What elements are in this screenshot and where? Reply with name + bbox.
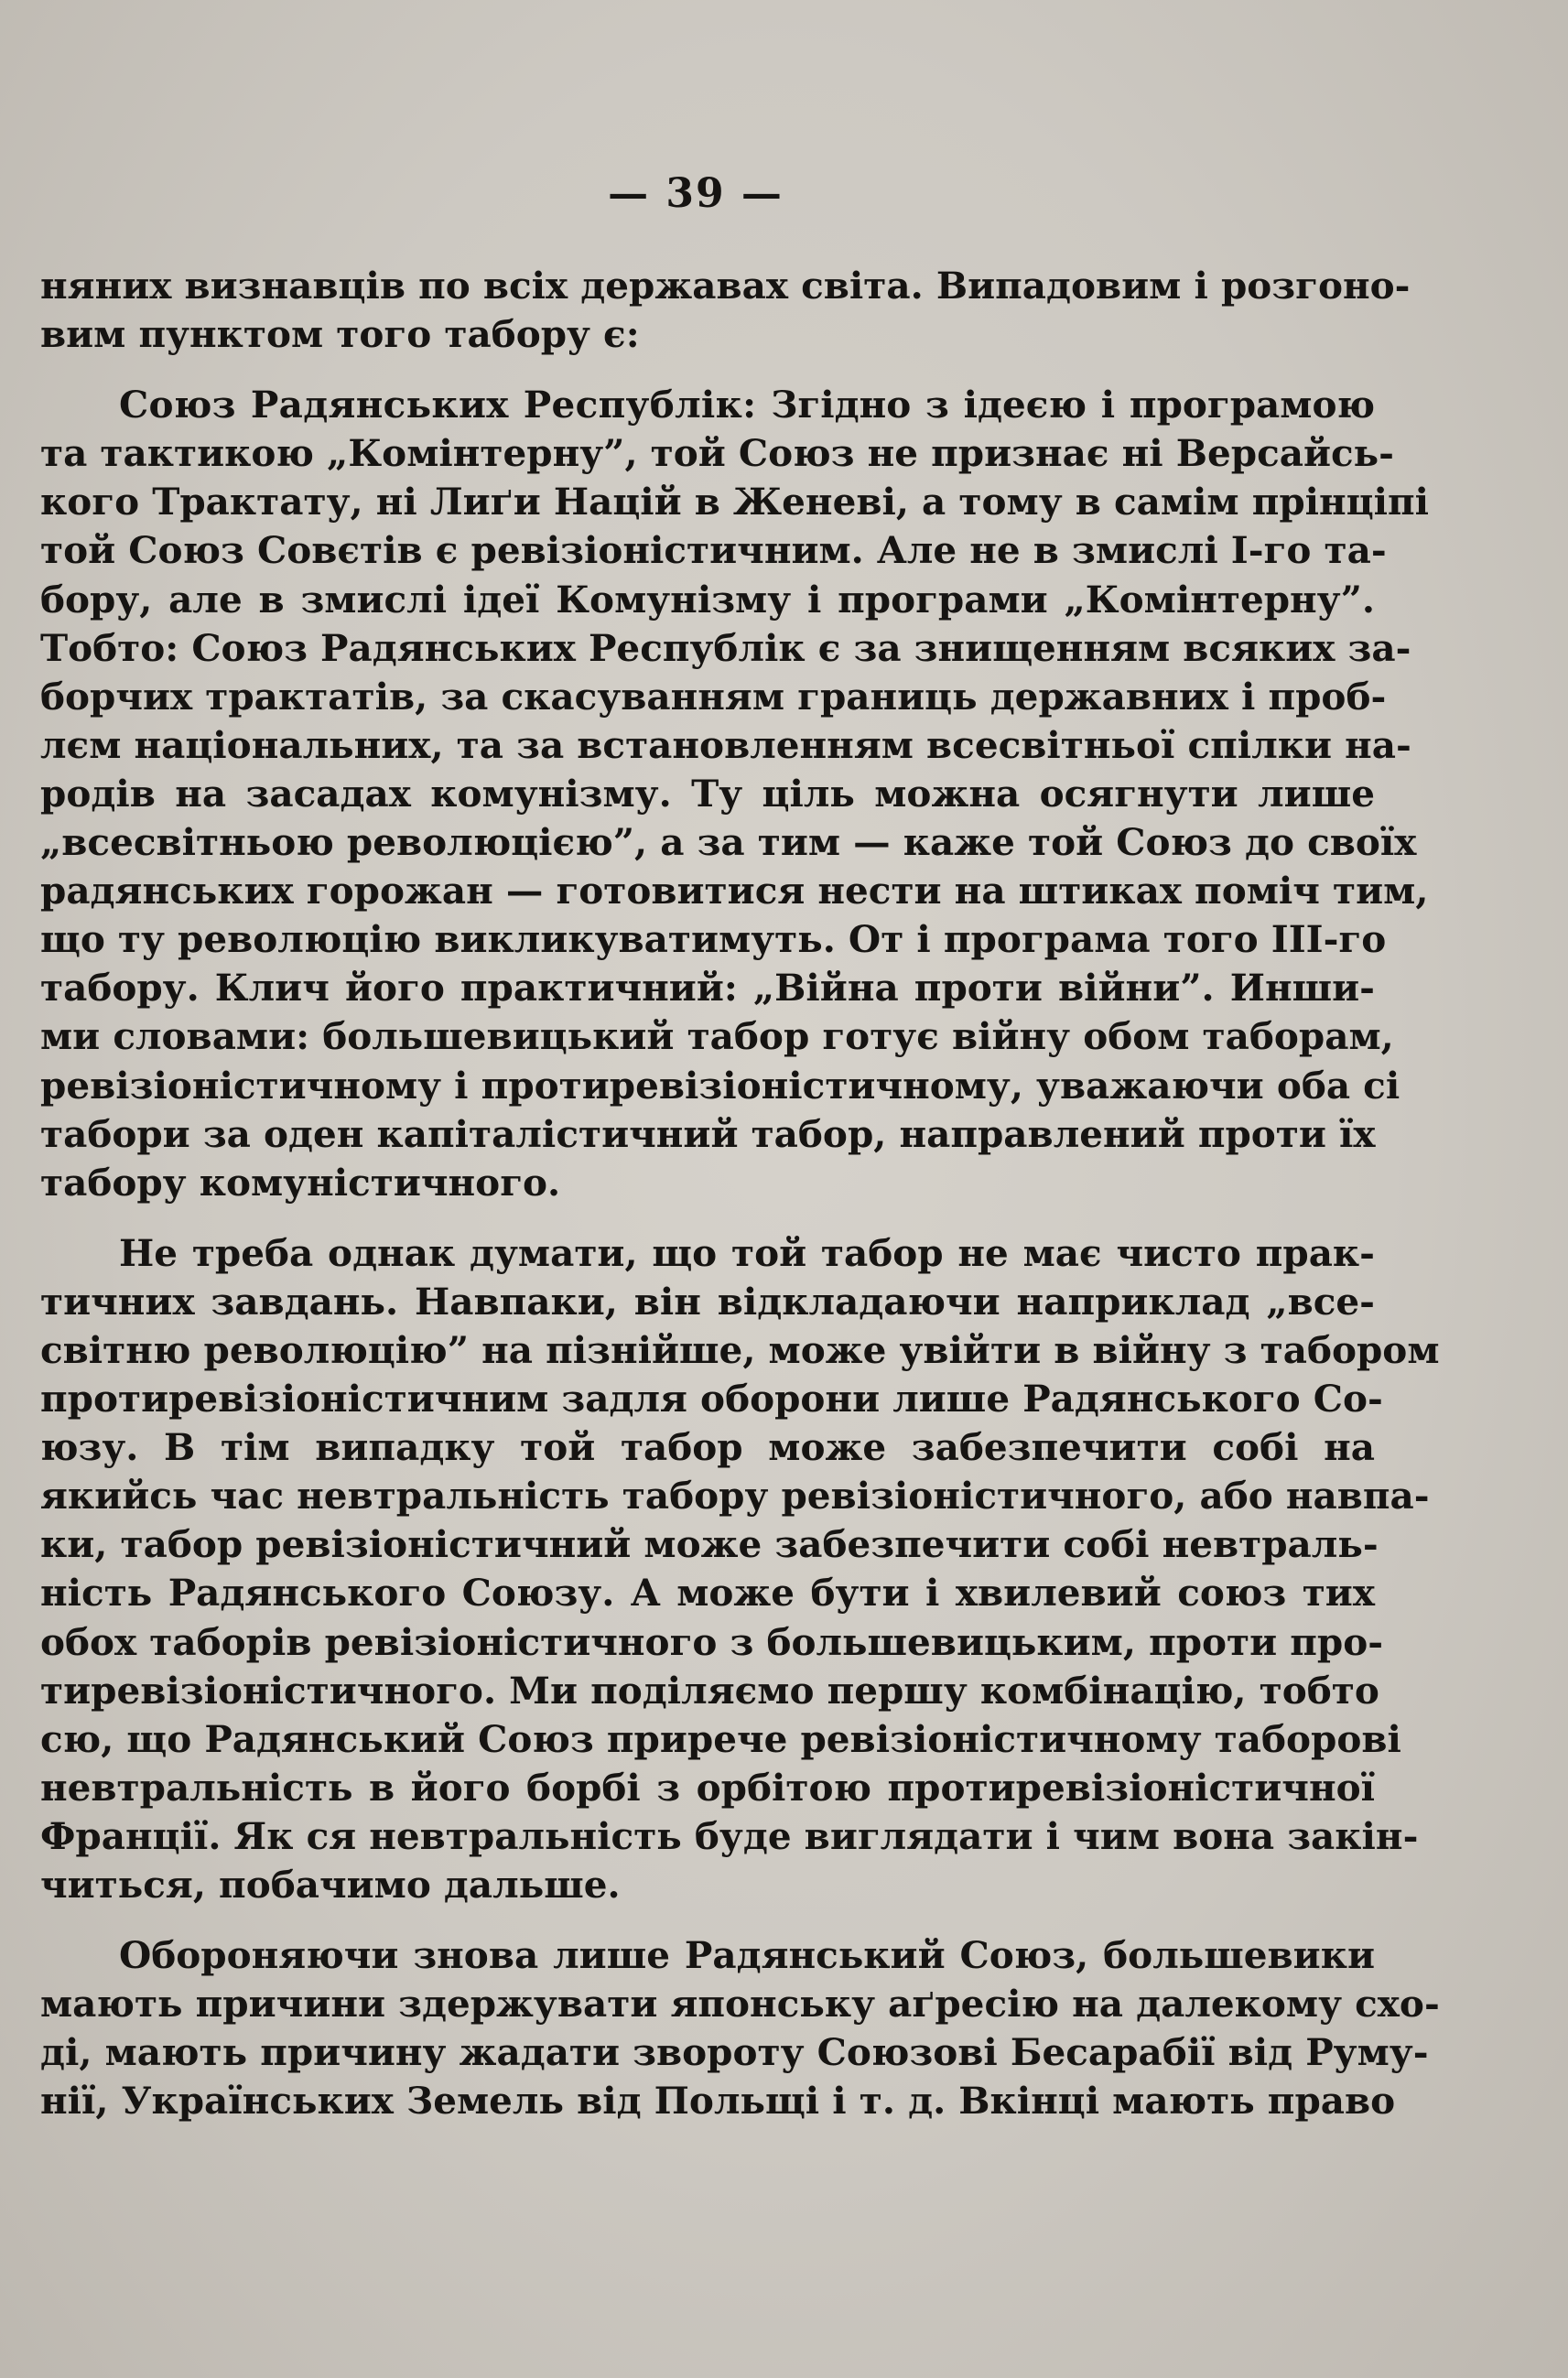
section-lead: Союз Радянських Республік: — [119, 383, 757, 427]
text-line: тичних завдань. Навпаки, він відкладаючи наприклад „все- — [40, 1279, 1375, 1324]
text-line: сю, що Радянський Союз приречe ревізіоністичному таборові — [40, 1716, 1401, 1761]
text-line: борчих трактатів, за скасуванням границь державних і проб- — [40, 674, 1387, 719]
text-line: що ту революцію викликуватимуть. От і програма того ІІІ-го — [40, 917, 1387, 962]
text-line — [40, 381, 1375, 429]
text-line: мають причини здержувати японську аґресію на далекому схо- — [40, 1982, 1440, 2027]
text-line: та тактикою „Комінтерну”, той Союз не признає ні Версайсь- — [40, 431, 1394, 476]
text-line: няних визнавців по всіх державах світа. Випадовим і розгоно- — [40, 264, 1411, 308]
text-line: Франції. Як ся невтральність буде виглядати і чим вона закін- — [40, 1813, 1419, 1858]
text-line: тиревізіоністичного. Ми поділяємо першу комбінацію, тобто — [40, 1668, 1379, 1713]
text-line: читься, побачимо дальше. — [40, 1863, 621, 1907]
text-line: „всесвітньою революцією”, а за тим — каже той Союз до своїх — [40, 820, 1417, 865]
text-line: вим пунктом того табору є: — [40, 312, 640, 357]
text-line: ми словами: большевицький табор готує війну обом таборам, — [40, 1014, 1394, 1059]
text-line: бору, але в змислі ідеї Комунізму і програми „Комінтерну”. — [40, 577, 1375, 622]
text-line: ки, табор ревізіоністичний може забезпечити собі невтраль- — [40, 1522, 1379, 1567]
text-line: обох таборів ревізіоністичного з большевицьким, проти про- — [40, 1619, 1384, 1664]
text-line: Не треба однак думати, що той табор не має чисто прак- — [119, 1230, 1375, 1275]
text-line: табори за оден капіталістичний табор, направлений проти їх — [40, 1111, 1376, 1156]
text-line: ді, мають причину жадати звороту Союзові Бесарабії від Руму- — [40, 2030, 1429, 2075]
text-line: нії, Українських Земель від Польщі і т. д. Вкінці мають право — [40, 2079, 1396, 2124]
text-line: юзу. В тім випадку той табор може забезпечити собі на — [40, 1425, 1375, 1470]
text-line: невтральність в його борбі з орбітою протиревізіоністичної — [40, 1765, 1375, 1810]
text-line: якийсь час невтральність табору ревізіоністичного, або навпа- — [40, 1474, 1430, 1519]
paragraph — [40, 1931, 1440, 2125]
text-line: табору. Клич його практичний: „Війна проти війни”. Инши- — [40, 966, 1375, 1011]
text-line: родів на засадах комунізму. Ту ціль можна осягнути лише — [40, 771, 1375, 816]
text-line: світню революцію” на пізнійше, може увійти в війну з табором — [40, 1327, 1440, 1372]
text-line-rest: Згідно з ідеєю і програмою — [756, 383, 1376, 427]
text-line: кого Трактату, ні Лиґи Націй в Женеві, а тому в самім прінціпі — [40, 480, 1430, 524]
text-line: радянських горожан — готовитися нести на штиках поміч тим, — [40, 869, 1429, 913]
paragraph — [40, 381, 1430, 1207]
paragraph — [40, 1229, 1440, 1909]
text-line: ність Радянського Союзу. А може бути і хвилевий союз тих — [40, 1571, 1375, 1616]
text-line: той Союз Совєтів є ревізіоністичним. Але не в змислі І-го та- — [40, 528, 1387, 573]
text-line: табору комуністичного. — [40, 1160, 561, 1205]
text-line: Обороняючи знова лише Радянський Союз, большевики — [119, 1933, 1375, 1978]
page-number: — 39 — — [608, 170, 784, 217]
text-line: ревізіоністичному і протиревізіоністичному, уважаючи оба сі — [40, 1063, 1400, 1108]
body-text — [40, 262, 1440, 2125]
text-line: лєм національних, та за встановленням всесвітньої спілки на- — [40, 722, 1411, 767]
text-line: Тобто: Союз Радянських Республік є за знищенням всяких за- — [40, 625, 1411, 670]
text-line: протиревізіоністичним задля оборони лише Радянського Со- — [40, 1377, 1383, 1421]
paragraph — [40, 262, 1411, 359]
